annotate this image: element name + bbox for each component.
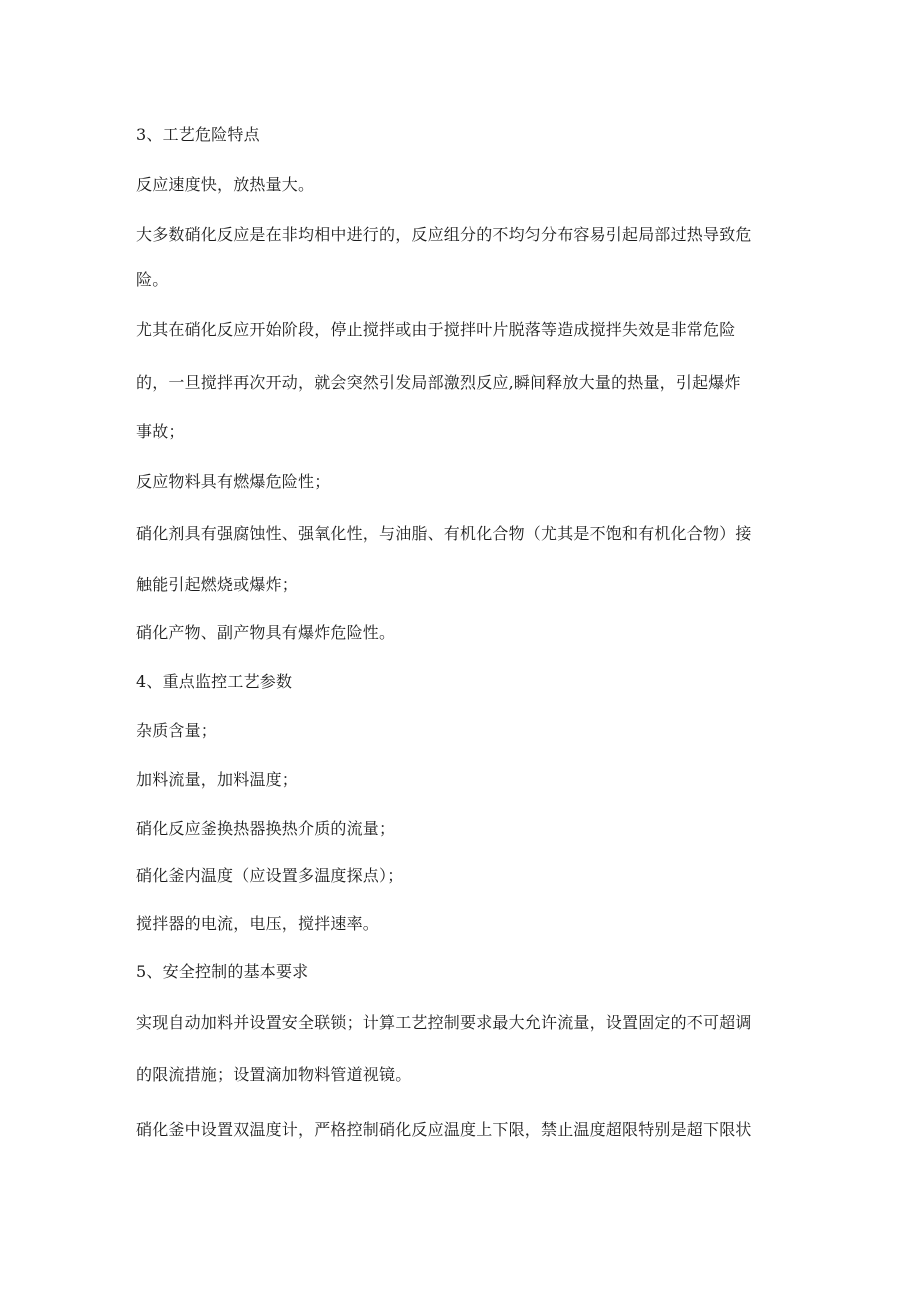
section-heading-4: 4、重点监控工艺参数 [136,672,293,691]
paragraph-line: 硝化剂具有强腐蚀性、强氧化性，与油脂、有机化合物（尤其是不饱和有机化合物）接 [136,524,752,543]
paragraph-line: 加料流量，加料温度； [136,770,299,789]
paragraph-line: 大多数硝化反应是在非均相中进行的，反应组分的不均匀分布容易引起局部过热导致危 [136,225,752,244]
paragraph-line: 的，一旦搅拌再次开动，就会突然引发局部激烈反应,瞬间释放大量的热量，引起爆炸 [136,373,741,392]
paragraph-line: 事故； [136,422,185,441]
paragraph-line: 的限流措施；设置滴加物料管道视镜。 [136,1065,412,1084]
section-heading-5: 5、安全控制的基本要求 [136,962,309,981]
paragraph-line: 搅拌器的电流，电压，搅拌速率。 [136,914,380,933]
paragraph-line: 触能引起燃烧或爆炸； [136,575,299,594]
paragraph-line: 硝化反应釜换热器换热介质的流量； [136,819,396,838]
paragraph-line: 硝化产物、副产物具有爆炸危险性。 [136,623,396,642]
paragraph-line: 实现自动加料并设置安全联锁；计算工艺控制要求最大允许流量，设置固定的不可超调 [136,1013,752,1032]
paragraph-line: 硝化釜内温度（应设置多温度探点）； [136,866,404,885]
paragraph-line: 反应物料具有燃爆危险性； [136,472,331,491]
section-heading-3: 3、工艺危险特点 [136,125,260,144]
paragraph-line: 杂质含量； [136,721,218,740]
paragraph-line: 硝化釜中设置双温度计，严格控制硝化反应温度上下限，禁止温度超限特别是超下限状 [136,1120,752,1139]
paragraph-line: 尤其在硝化反应开始阶段，停止搅拌或由于搅拌叶片脱落等造成搅拌失效是非常危险 [136,320,736,339]
paragraph-line: 反应速度快，放热量大。 [136,175,315,194]
paragraph-line: 险。 [136,270,169,289]
